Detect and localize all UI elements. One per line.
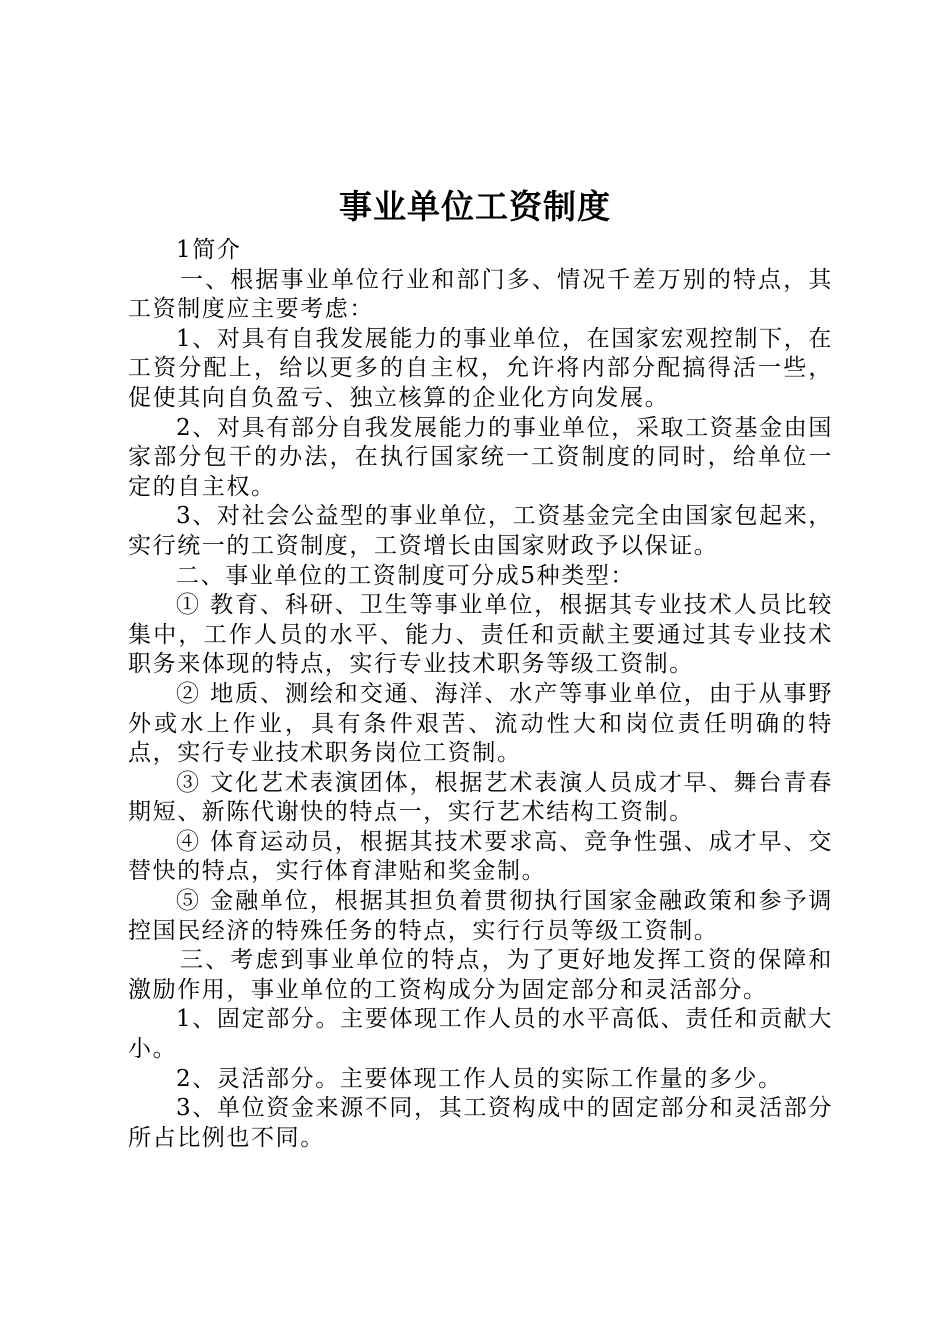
paragraph-section-two: 二、事业单位的工资制度可分成5种类型： [176, 562, 636, 589]
paragraph-funding-ratio: 3、单位资金来源不同，其工资构成中的固定部分和灵活部分所占比例也不同。 [128, 1095, 833, 1151]
paragraph-type-2: ② 地质、测绘和交通、海洋、水产等事业单位，由于从事野外或水上作业，具有条件艰苦、流动性大和岗位责任明确的特点，实行专业技术职务岗位工资制。 [128, 680, 833, 767]
paragraph-item-2: 2、对具有部分自我发展能力的事业单位，采取工资基金由国家部分包干的办法，在执行国家统一工资制度的同时，给单位一定的自主权。 [128, 414, 833, 500]
paragraph-item-3: 3、对社会公益型的事业单位，工资基金完全由国家包起来，实行统一的工资制度，工资增长由国家财政予以保证。 [128, 503, 833, 559]
paragraph-intro-heading: 1简介 [176, 237, 242, 263]
paragraph-section-one: 一、根据事业单位行业和部门多、情况千差万别的特点，其工资制度应主要考虑： [128, 266, 833, 323]
paragraph-item-1: 1、对具有自我发展能力的事业单位，在国家宏观控制下，在工资分配上，给以更多的自主权，允许将内部分配搞得活一些，促使其向自负盈亏、独立核算的企业化方向发展。 [128, 325, 833, 411]
paragraph-type-4: ④ 体育运动员，根据其技术要求高、竞争性强、成才早、交替快的特点，实行体育津贴和奖金制。 [128, 828, 833, 885]
paragraph-flexible-part: 2、灵活部分。主要体现工作人员的实际工作量的多少。 [176, 1065, 783, 1092]
paragraph-section-three: 三、考虑到事业单位的特点，为了更好地发挥工资的保障和激励作用，事业单位的工资构成分为固定部分和灵活部分。 [128, 947, 833, 1003]
paragraph-type-1: ① 教育、科研、卫生等事业单位，根据其专业技术人员比较集中，工作人员的水平、能力、责任和贡献主要通过其专业技术职务来体现的特点，实行专业技术职务等级工资制。 [128, 592, 833, 678]
document-body [128, 236, 833, 1153]
paragraph-fixed-part: 1、固定部分。主要体现工作人员的水平高低、责任和贡献大小。 [128, 1006, 833, 1063]
paragraph-type-5: ⑤ 金融单位，根据其担负着贯彻执行国家金融政策和参予调控国民经济的特殊任务的特点，实行行员等级工资制。 [128, 888, 833, 944]
paragraph-type-3: ③ 文化艺术表演团体，根据艺术表演人员成才早、舞台青春期短、新陈代谢快的特点一，实行艺术结构工资制。 [128, 769, 833, 826]
document-title: 事业单位工资制度 [339, 187, 611, 226]
